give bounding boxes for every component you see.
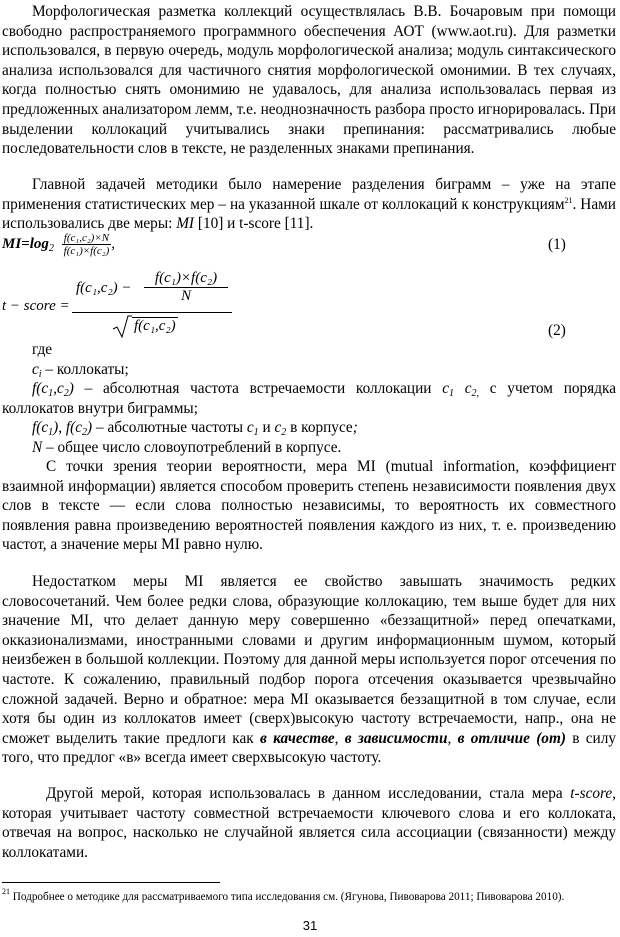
paragraph-2 bbox=[2, 175, 616, 234]
paragraph-text: Главной задачей методики было намерение разделения биграмм – уже на этапе применения статистических мер – на указанной шкале от коллокаций к конструкциям bbox=[2, 176, 616, 213]
paragraph-4: Недостатком меры MI является ее свойство завышать значимость редких словосочетаний. Чем более редки слова, образующие коллокацию, тем выше будет для них значение MI, что делает данную меру совершенно «беззащитной» перед опечатками, окказионализмами, иностранными словами и другим информационным шумом, который неизбежен в большой коллекции. Поэтому для данной меры используется порог отсечения по частоте. К сожалению, правильный подбор порога отсечения оказывается чрезвычайно сложной задачей. Верно и обратное: мера MI оказывается беззащитной в том случае, если хотя бы один из коллокатов имеет (сверх)высокую частоту встречаемости, напр., она не сможет выделить такие предлоги как в качестве, в зависимости, в отличие (от) в силу того, что предлог «в» всегда имеет сверхвысокую частоту. bbox=[2, 573, 616, 767]
where-label: где bbox=[32, 341, 53, 358]
definition-c: $c_i$ – коллокаты; bbox=[32, 360, 129, 380]
paragraph-text: С точки зрения теории вероятности, мера MI (mutual information, коэффициент взаимной информации) является способом проверить степень независимости появления двух слов в тексте — если слова полностью независимы, то вероятность их совместного появления равна произведению вероятностей появления каждого из них, т. е. произведению частот, а значение меры MI равно нулю. bbox=[2, 458, 616, 554]
formula-comma: , bbox=[111, 235, 115, 252]
definition-fc1-fc2: $f(c_1)$, $f(c_2)$ – абсолютные частоты $c_1$ и $c_2$ в корпусе; bbox=[32, 419, 358, 439]
footnote-text: Подробнее о методике для рассматриваемого типа исследования см. (Ягунова, Пивоварова 2011; Пивоварова 2010). bbox=[10, 891, 565, 903]
formula-numerator: f(c₁,c₂)×N bbox=[62, 232, 112, 245]
formula-mi bbox=[2, 232, 115, 257]
example-phrase: в качестве bbox=[259, 729, 335, 747]
formula-lhs: MI=log bbox=[2, 235, 49, 252]
formula-main-fraction bbox=[72, 270, 232, 341]
definitions bbox=[2, 340, 616, 458]
formula-denominator: f(c₁)×f(c₂) bbox=[63, 245, 110, 257]
paragraph-1 bbox=[2, 2, 616, 159]
formula-top-term: f(c₁,c₂) − bbox=[76, 280, 132, 296]
formula-inner-denominator: N bbox=[180, 288, 191, 304]
sqrt-icon bbox=[112, 315, 132, 339]
example-phrase: в отличие (от) bbox=[457, 729, 566, 747]
formula-main-numerator bbox=[72, 270, 232, 313]
formula-sqrt-content: f(c₁,c₂) bbox=[134, 318, 176, 334]
tscore-term: t-score, bbox=[570, 785, 616, 802]
formula-fraction bbox=[62, 232, 112, 257]
footnote-separator bbox=[2, 882, 220, 883]
example-phrase: в зависимости bbox=[344, 729, 448, 747]
paragraph-3 bbox=[2, 457, 616, 555]
formula-inner-numerator: f(c₁)×f(c₂) bbox=[144, 270, 228, 288]
equation-number-1: (1) bbox=[548, 236, 566, 253]
paragraph-text: Морфологическая разметка коллекций осуществлялась В.В. Бочаровым при помощи свободно распространяемого программного обеспечения АОТ (www.aot.ru). Для разметки использовался, в первую очередь, модуль морфологической анализа; модуль синтаксического анализа использовался для частичного снятия морфологической омонимии. В тех случаях, когда полностью снять омонимию не удавалось, для анализа использовалась первая из предложенных анализатором лемм, т.е. неоднозначность разбора просто игнорировалась. При выделении коллокаций учитывались знаки препинания: рассматривались любые последовательности слов в тексте, не разделенных знаками препинания. bbox=[2, 3, 616, 158]
footnote bbox=[2, 887, 616, 904]
formula-main-denominator bbox=[72, 315, 232, 341]
page-number: 31 bbox=[302, 918, 318, 933]
mi-term: MI bbox=[176, 215, 195, 233]
paragraph-text: Недостатком меры MI является ее свойство завышать значимость редких словосочетаний. Чем более редки слова, образующие коллокацию, тем выше будет для них значение MI, что делает данную меру совершенно «беззащитной» перед опечатками, окказионализмами, иностранными словами и другим информационным шумом, который неизбежен в большой коллекции. Поэтому для данной меры используется порог отсечения по частоте. К сожалению, правильный подбор порога отсечения оказывается чрезвычайно сложной задачей. Верно и обратное: мера MI оказывается беззащитной в том случае, если хотя бы один из коллокатов имеет (сверх)высокую частоту встречаемости, напр., она не сможет выделить такие предлоги как bbox=[2, 573, 616, 747]
definition-n: N – общее число словоупотреблений в корпусе. bbox=[32, 438, 342, 456]
paragraph-text: [10] и t-score [11]. bbox=[194, 215, 314, 233]
equation-number-2: (2) bbox=[548, 322, 566, 339]
formula-inner-fraction bbox=[144, 270, 228, 305]
formula-log-base: 2 bbox=[48, 242, 54, 254]
footnote-mark: 21 bbox=[2, 887, 10, 896]
paragraph-text: Другой мерой, которая использовалась в данном исследовании, стала мера bbox=[46, 785, 571, 802]
footnote-ref: 21 bbox=[564, 195, 573, 205]
paragraph-text: . Нами использовались две меры: bbox=[2, 195, 616, 233]
definition-fc1c2: $f(c_1,c_2)$ – абсолютная частота встречаемости коллокации $c_1$ $c_{2,}$ с учетом порядка коллокатов внутри биграммы; bbox=[2, 380, 616, 417]
formula-lhs: t − score = bbox=[2, 298, 70, 314]
paragraph-5: Другой мерой, которая использовалась в данном исследовании, стала мера t-score, которая учитывает частоту совместной встречаемости ключевого слова и его коллоката, отвечая на вопрос, насколько не случайной является сила ассоциации (связанности) между коллокатами. bbox=[2, 785, 616, 861]
